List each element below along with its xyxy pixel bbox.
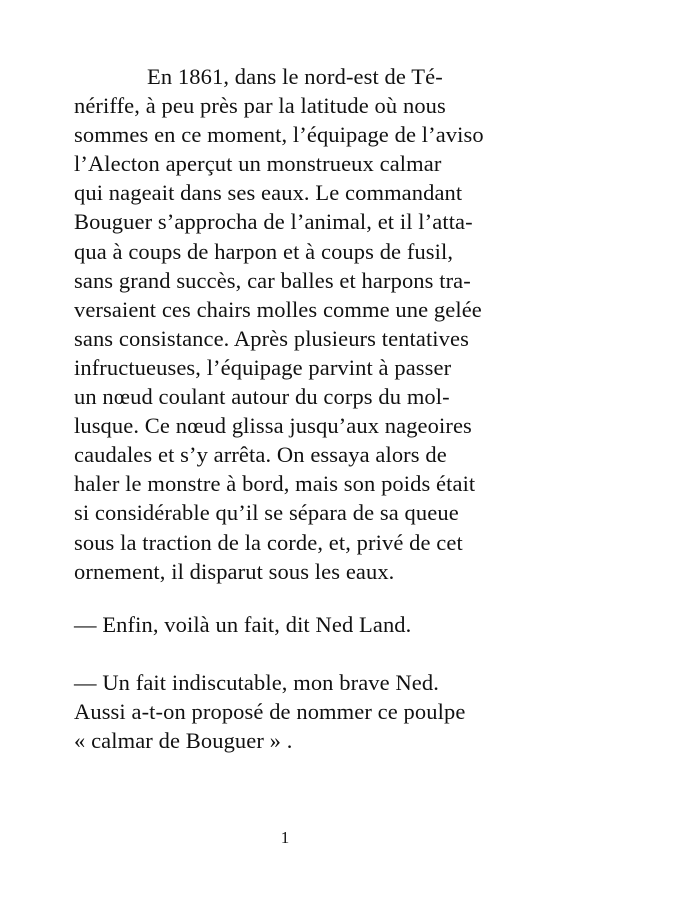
paragraph-alecton-story: [74, 62, 514, 586]
text-line: caudales et s’y arrêta. On essaya alors de: [74, 442, 447, 468]
text-line: — Enfin, voilà un fait, dit Ned Land.: [74, 612, 412, 637]
text-line: l’Alecton aperçut un monstrueux calmar: [74, 151, 442, 177]
paragraph-ned-land-dialogue: [74, 610, 514, 639]
text-line: En 1861, dans le nord-est de Té-: [147, 64, 443, 89]
page-number: 1: [280, 828, 290, 847]
text-line: ornement, il disparut sous les eaux.: [74, 558, 395, 584]
text-line: haler le monstre à bord, mais son poids était: [74, 471, 476, 497]
text-line: un nœud coulant autour du corps du mol-: [74, 384, 450, 410]
text-line: si considérable qu’il se sépara de sa queue: [74, 500, 459, 526]
text-line: « calmar de Bouguer » .: [74, 728, 293, 754]
text-line: nériffe, à peu près par la latitude où nous: [74, 93, 446, 119]
text-line: qui nageait dans ses eaux. Le commandant: [74, 180, 463, 206]
text-line: lusque. Ce nœud glissa jusqu’aux nageoires: [74, 413, 472, 439]
text-line: Aussi a-t-on proposé de nommer ce poulpe: [74, 699, 466, 725]
text-line: Bouguer s’approcha de l’animal, et il l’atta-: [74, 209, 473, 235]
text-line: qua à coups de harpon et à coups de fusil,: [74, 238, 454, 264]
text-line: sans consistance. Après plusieurs tentatives: [74, 325, 469, 351]
text-line: sous la traction de la corde, et, privé de cet: [74, 529, 463, 555]
text-line: sans grand succès, car balles et harpons tra-: [74, 267, 471, 293]
paragraph-reply-dialogue: [74, 668, 514, 755]
text-line: infructueuses, l’équipage parvint à passer: [74, 354, 452, 380]
text-line: sommes en ce moment, l’équipage de l’aviso: [74, 122, 484, 148]
text-line: versaient ces chairs molles comme une gelée: [74, 296, 482, 322]
text-line: — Un fait indiscutable, mon brave Ned.: [74, 670, 439, 695]
